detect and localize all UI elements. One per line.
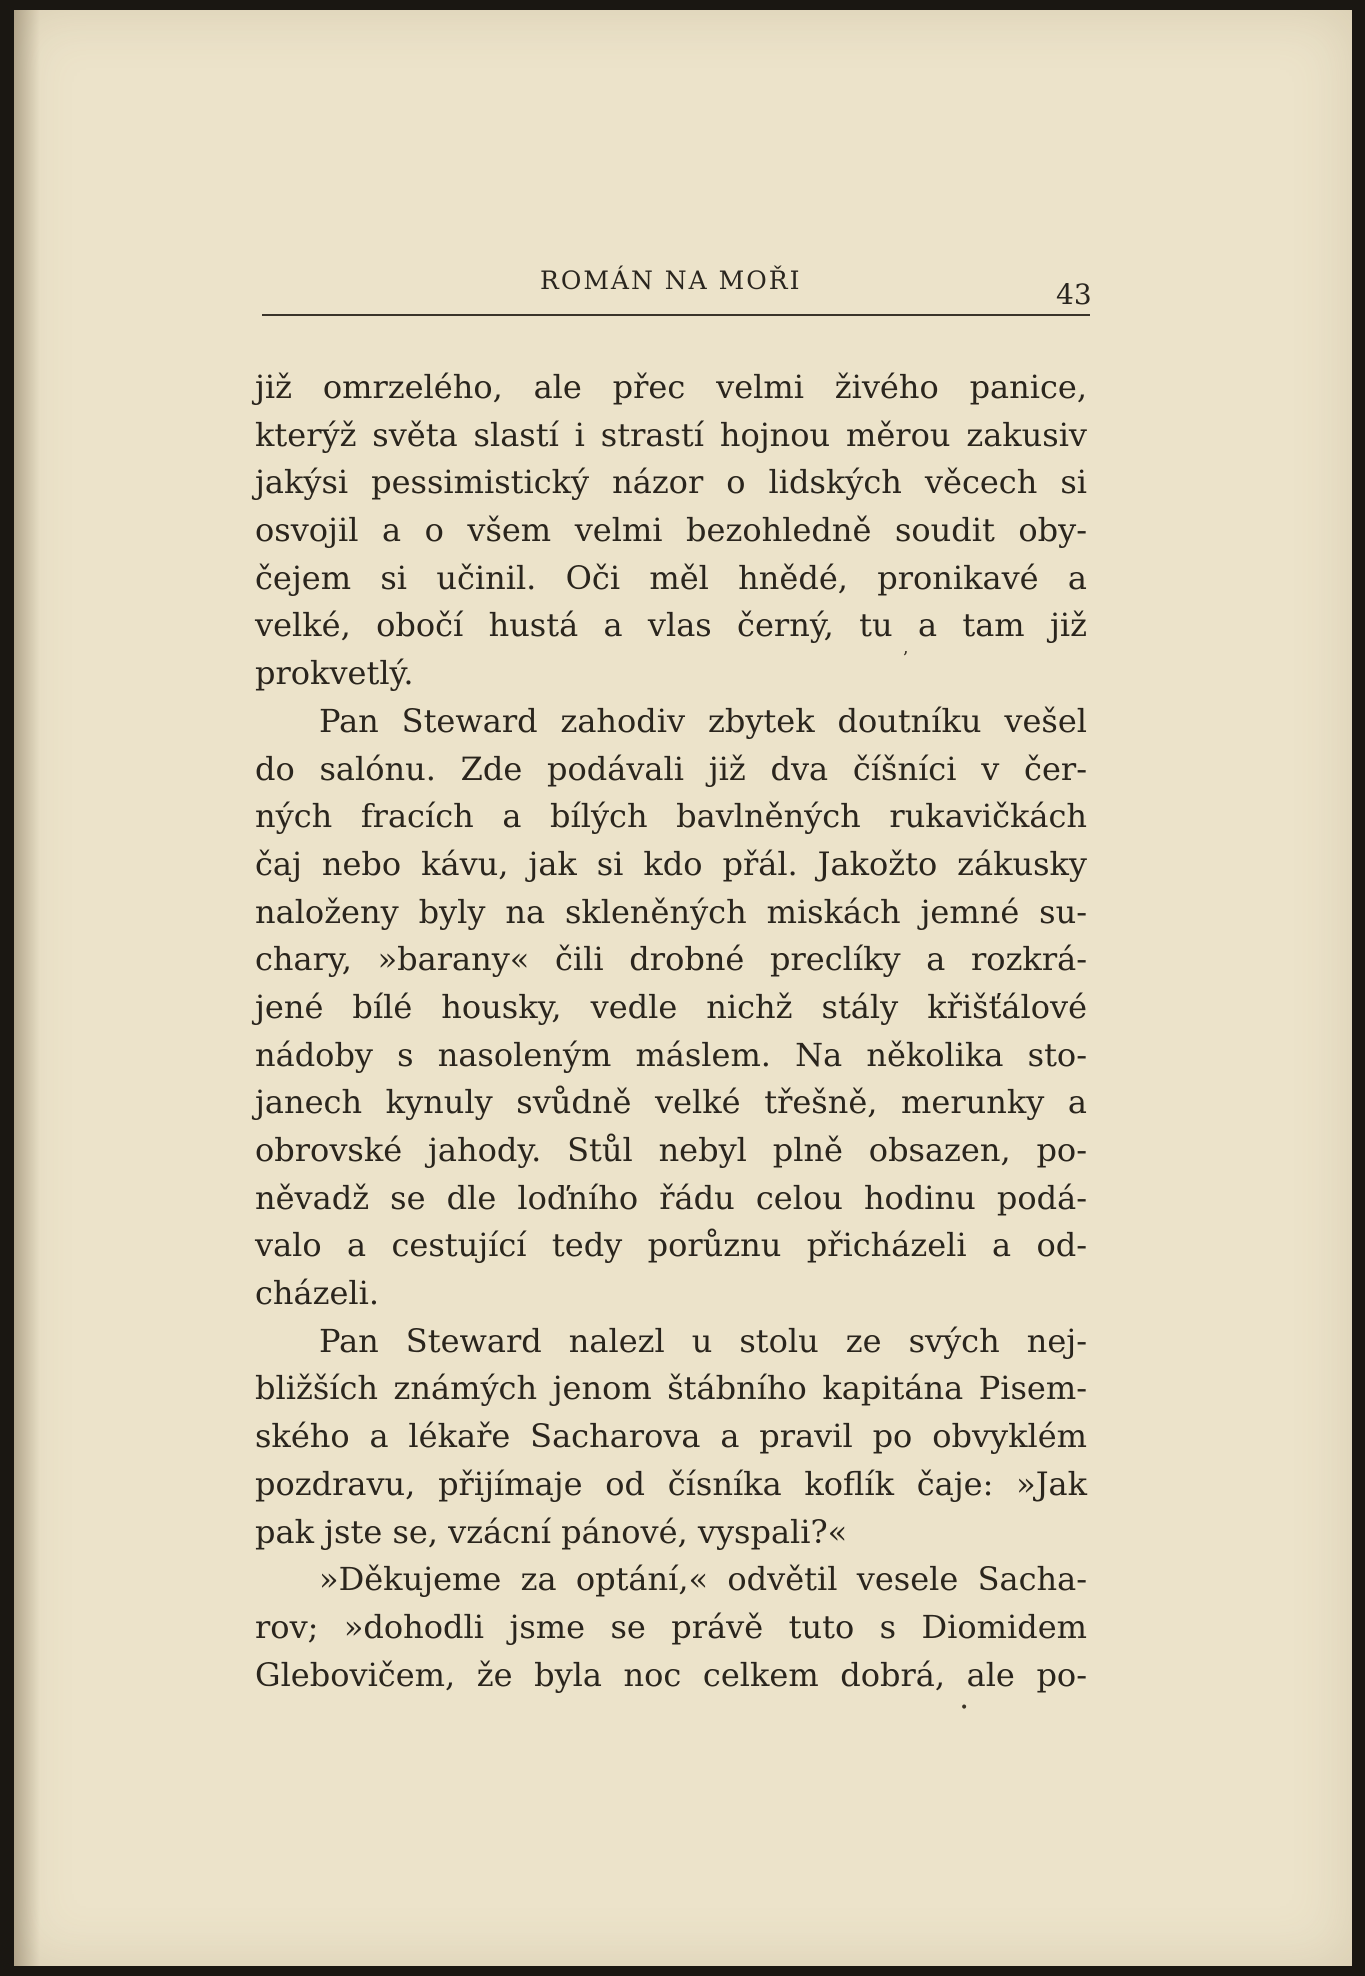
- header-rule: [262, 314, 1090, 316]
- ink-speck: ʼ: [902, 648, 908, 669]
- text-line: jakýsi pessimistický názor o lidských věcech si: [255, 463, 1087, 502]
- text-line: již omrzelého, ale přec velmi živého panice,: [255, 368, 1087, 406]
- text-line: velké, obočí hustá a vlas černý, tu a tam již: [255, 606, 1087, 645]
- text-line: Glebovičem, že byla noc celkem dobrá, ale po-: [255, 1655, 1087, 1694]
- running-head-title: ROMÁN NA MOŘI: [540, 266, 802, 295]
- text-line: kterýž světa slastí i strastí hojnou měrou zakusiv: [255, 415, 1087, 454]
- text-line: obrovské jahody. Stůl nebyl plně obsazen, po-: [255, 1131, 1087, 1169]
- text-line: něvadž se dle loďního řádu celou hodinu podá-: [255, 1178, 1087, 1217]
- page-number: 43: [1056, 278, 1092, 311]
- text-line: cházeli.: [255, 1274, 380, 1313]
- text-line: do salónu. Zde podávali již dva číšníci v čer-: [255, 749, 1087, 788]
- text-line: čaj nebo kávu, jak si kdo přál. Jakožto zákusky: [255, 844, 1087, 883]
- text-line: ných fracích a bílých bavlněných rukavičkách: [255, 797, 1087, 836]
- text-line: osvojil a o všem velmi bezohledně soudit oby-: [255, 511, 1087, 550]
- text-line: chary, »barany« čili drobné preclíky a rozkrá-: [255, 940, 1087, 979]
- text-line: rov; »dohodli jsme se právě tuto s Diomidem: [255, 1607, 1087, 1646]
- body-text: [255, 364, 1087, 1699]
- paragraph-start-line: »Děkujeme za optání,« odvětil vesele Sacha-: [319, 1560, 1087, 1599]
- text-line: čejem si učinil. Oči měl hnědé, pronikavé a: [255, 558, 1087, 597]
- paragraph-start-line: Pan Steward zahodiv zbytek doutníku vešel: [319, 701, 1087, 740]
- text-line: pozdravu, přijímaje od čísníka koflík čaje: »Jak: [255, 1464, 1087, 1503]
- text-line: ského a lékaře Sacharova a pravil po obvyklém: [255, 1417, 1087, 1456]
- text-line: naloženy byly na skleněných miskách jemné su-: [255, 892, 1087, 931]
- text-line: pak jste se, vzácní pánové, vyspali?«: [255, 1512, 848, 1551]
- ink-speck: •: [960, 1700, 969, 1716]
- paragraph-start-line: Pan Steward nalezl u stolu ze svých nej-: [319, 1321, 1087, 1360]
- page-gutter-shadow: [14, 10, 40, 1966]
- text-line: prokvetlý.: [255, 654, 414, 693]
- text-line: valo a cestující tedy porůznu přicházeli a od-: [255, 1226, 1087, 1265]
- text-line: nádoby s nasoleným máslem. Na několika sto-: [255, 1035, 1087, 1074]
- text-line: janech kynuly svůdně velké třešně, merunky a: [255, 1083, 1087, 1122]
- text-line: bližších známých jenom štábního kapitána Pisem-: [255, 1369, 1087, 1408]
- text-line: jené bílé housky, vedle nichž stály křišťálové: [255, 987, 1087, 1026]
